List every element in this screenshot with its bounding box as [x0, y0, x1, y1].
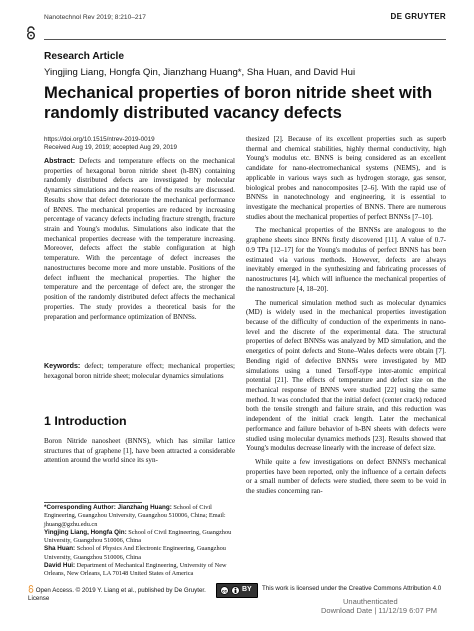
article-title: Mechanical properties of boron nitride sheet with randomly distributed vacancy defects — [44, 83, 433, 122]
abstract-text: Defects and temperature effects on the mechanical properties of hexagonal boron nitride sheet (h-BN) containing randomly distributed defects are investigated by molecular dynamics simulations and the reasons of the results are discussed. Results show that defect deteriorate the mechanical performance of BNNS. The mechanical properties are reduced by increasing percentage of vacancy defects including fracture strength, fracture strain and Young's modulus. Simulations also indicate that the mechanical properties decrease with the temperature increasing. Moreover, defects affect the stable configuration at high temperature. With the percentage of defect increases the nanostructures become more and more unstable. Positions of the defect influent the mechanical properties. The higher the temperature and the percentage of defect are, the stronger the position of the randomly distributed defect affects the mechanical properties. The study provides a theoretical basis for the preparation and performance optimization of BNNSs. — [44, 157, 236, 321]
download-date: Download Date | 11/12/19 6:07 PM — [321, 606, 438, 616]
author-footnotes — [44, 504, 235, 578]
license-word: License — [28, 595, 50, 603]
journal-citation: Nanotechnol Rev 2019; 8:210–217 — [44, 14, 146, 21]
doi-link[interactable]: https://doi.org/10.1515/ntrev-2019-0019 — [44, 136, 155, 143]
header-rule — [44, 39, 446, 40]
abstract — [44, 157, 235, 322]
author-list: Yingjing Liang, Hongfa Qin, Jianzhang Huang*, Sha Huan, and David Hui — [44, 67, 356, 78]
open-access-icon — [26, 26, 36, 40]
open-access-small-icon — [28, 585, 34, 593]
keywords-label: Keywords: — [44, 362, 81, 370]
introduction-heading: 1 Introduction — [44, 414, 127, 428]
keywords-text: defect; temperature effect; mechanical properties; hexagonal boron nitride sheet; molecular dynamics simulations — [44, 362, 235, 380]
attribution-icon — [231, 586, 240, 595]
svg-text:cc: cc — [221, 588, 228, 594]
paragraph: The mechanical properties of the BNNSs are analogous to the graphene sheets since BNNs firstly discovered [11]. A value of 0.7-0.9 TPa [12–17] for the Young's modulus of perfect BNNS has been estimated via various methods. However, defects are always inevitably emerged in the synthesizing and fabricating processes of nanostructures [4], which will influence the mechanical properties of the nanostructure [4, 18–20]. — [246, 226, 446, 293]
paragraph: While quite a few investigations on defect BNNS's mechanical properties have been reported, only the influence of a certain defects or a small number of defects were studied, there seem to be void in the studies concerning ran- — [246, 458, 446, 496]
paragraph: The numerical simulation method such as molecular dynamics (MD) is widely used in the mechanical properties investigation because of the difficulty of conduction of the experiments in nano-level and the discrete of the experimental data. The structural properties of defect BNNSs was analyzed by MD simulation, and the energetics of point defects and Stone–Wales defects were obtain [7]. Bending rigid of defective BNNSs were investigated by MD simulations using a tuned Tersoff-type inter-atomic empirical potential [21]. The effects of temperature and defect size on the mechanical response of BNNS were studied [22] using the same method. It was concluded that the initial defect (center crack) reduced both the tensile strength and failure strain, and this reduction was independent of the initial crack length. Later the mechanical performance and failure behavior of h-BN sheets with defects were studied using molecular dynamics methods [23]. Results showed that Young's modulus decrease linearly with the increase of defect size. — [246, 298, 446, 453]
abstract-label: Abstract: — [44, 157, 76, 165]
footnote-huan: Sha Huan: School of Physics And Electronic Engineering, Guangzhou University, Guangzhou 510006, China — [44, 545, 226, 561]
footnote-hui: David Hui: Department of Mechanical Engineering, University of New Orleans, New Orleans, LA 70148 United States of America — [44, 561, 227, 577]
article-dates: Received Aug 19, 2019; accepted Aug 29, 2019 — [44, 144, 178, 151]
keywords — [44, 362, 235, 381]
unauthenticated-label: Unauthenticated — [343, 597, 398, 606]
section-type: Research Article — [44, 51, 125, 62]
publisher-logo: DE GRUYTER — [390, 12, 446, 21]
creative-commons-icon — [220, 586, 229, 595]
download-stamp — [321, 597, 437, 616]
cc-by-label: BY — [242, 586, 252, 593]
introduction-text: Boron Nitride nanosheet (BNNS), which has similar lattice structures that of graphene [1], have been attracted a considerable attention around the world since its syn- — [44, 437, 235, 465]
footnote-rule — [44, 502, 142, 503]
footnote-corresponding: *Corresponding Author: Jianzhang Huang: School of Civil Engineering, Guangzhou University, Guangzhou 510006, China; Email: jhuang@gzhu.edu.cn — [44, 504, 226, 528]
cc-by-badge[interactable] — [216, 583, 258, 598]
footnote-liang-qin: Yingjing Liang, Hongfa Qin: School of Civil Engineering, Guangzhou University, Guangzhou 510006, China — [44, 528, 232, 544]
open-access-statement: Open Access. © 2019 Y. Liang et al., published by De Gruyter. — [35, 587, 206, 594]
license-text: This work is licensed under the Creative Commons Attribution 4.0 — [262, 585, 442, 592]
paragraph: thesized [2]. Because of its excellent properties such as superb thermal and chemical stabilities, highly thermal conductivity, high Young's modulus etc. BNNS is being considered as an excellent candidate for nano-electromechanical systems (NEMS), and is applicable in various ways such as hydrogen storage, gas sensor, biological probes and nanocomposites [2–6]. With the rapid use of BNNSs in nanotechnology and engineering, it is essential to investigate the mechanical properties of BNNS. There are numerous studies about the mechanical properties of perfect BNNSs [7–10]. — [246, 135, 446, 221]
footer-license — [28, 585, 206, 604]
body-right-column — [246, 135, 446, 497]
